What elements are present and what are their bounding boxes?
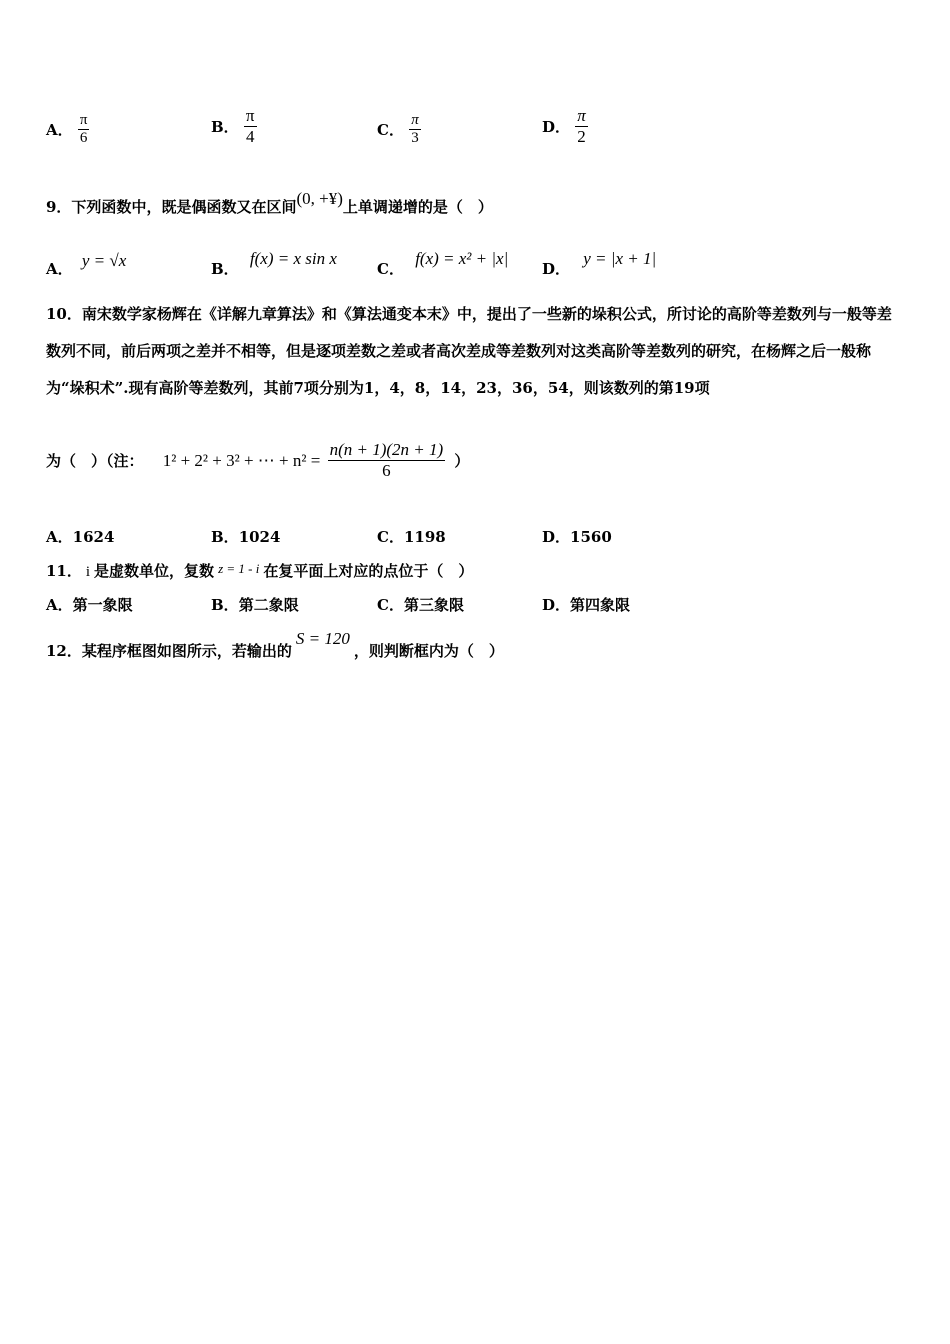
option-expr: y = |x + 1| [583, 249, 657, 268]
q10-note-suffix: ） [454, 452, 470, 470]
q12-output: S = 120 [295, 629, 350, 648]
q10-formula-fraction: $\frac{n(n + 1)(2n + 1)}{6}$ [329, 440, 444, 480]
option-label: A． [46, 121, 73, 139]
q11-option-b: B．第二象限 [211, 596, 299, 614]
fraction: $\frac{\pi}{4}$ [245, 106, 255, 146]
q12-stem: 12．某程序框图如图所示，若输出的S = 120，则判断框内为（ ） [46, 629, 504, 660]
fraction: $\frac{\pi}{2}$ [577, 106, 586, 146]
q11-stem: 11． i 是虚数单位，复数 z = 1 - i 在复平面上对应的点位于（ ） [46, 561, 474, 580]
q11-option-d: D．第四象限 [542, 596, 631, 614]
option-label: B． [211, 118, 239, 136]
q9-option-d [542, 248, 657, 278]
option-label: D． [542, 260, 571, 278]
q9-interval: (0, +¥) [296, 189, 343, 208]
q10-option-a: A．1624 [46, 528, 115, 546]
q9-option-a [46, 250, 127, 278]
q10-note-prefix: 为（ ）（注： [46, 452, 144, 470]
q9-stem-text: 9．下列函数中，既是偶函数又在区间 [46, 198, 297, 216]
q10-note [46, 440, 469, 480]
q9-option-b [211, 248, 337, 278]
q10-option-d: D．1560 [542, 528, 612, 546]
q11-option-a: A．第一象限 [46, 596, 133, 614]
fraction: $\frac{\pi}{3}$ [411, 112, 419, 146]
option-expr: f(x) = x sin x [249, 249, 337, 268]
q8-option-d [542, 106, 588, 147]
fraction: $\frac{\pi}{6}$ [79, 112, 88, 146]
q10-option-b: B．1024 [211, 528, 281, 546]
option-label: B． [211, 260, 239, 278]
option-label: D． [542, 118, 571, 136]
q8-option-c [377, 112, 421, 147]
q9-stem-text-2: 上单调递增的是（ ） [342, 198, 493, 216]
q11-option-c: C．第三象限 [377, 596, 464, 614]
q8-option-b [211, 106, 257, 147]
q10-stem: 10．南宋数学家杨辉在《详解九章算法》和《算法通变本末》中，提出了一些新的垛积公式，所讨论的高阶等差数列与一般等差数列不同，前后两项之差并不相等，但是逐项差数之差或者高次差成等差数列对这类高阶等差数列的研究，在杨辉之后一般称为“垛积术”.现有高阶等差数列，其前7项分别为1，4，8，14，23，36，54，则该数列的第19项 [46, 305, 892, 397]
q10-option-c: C．1198 [377, 528, 446, 546]
option-expr: y = √x [81, 251, 127, 270]
q10-formula-lhs: 1² + 2² + 3² + ⋯ + n² = [162, 450, 321, 470]
option-expr: f(x) = x² + |x| [415, 249, 509, 268]
q11-complex: z = 1 - i [218, 561, 260, 576]
q9-option-c [377, 248, 509, 278]
q8-option-a [46, 112, 89, 147]
option-label: C． [377, 121, 404, 139]
q11-imag-unit: i [85, 564, 91, 580]
option-label: C． [377, 260, 404, 278]
q9-stem [46, 189, 493, 217]
option-label: A． [46, 260, 73, 278]
